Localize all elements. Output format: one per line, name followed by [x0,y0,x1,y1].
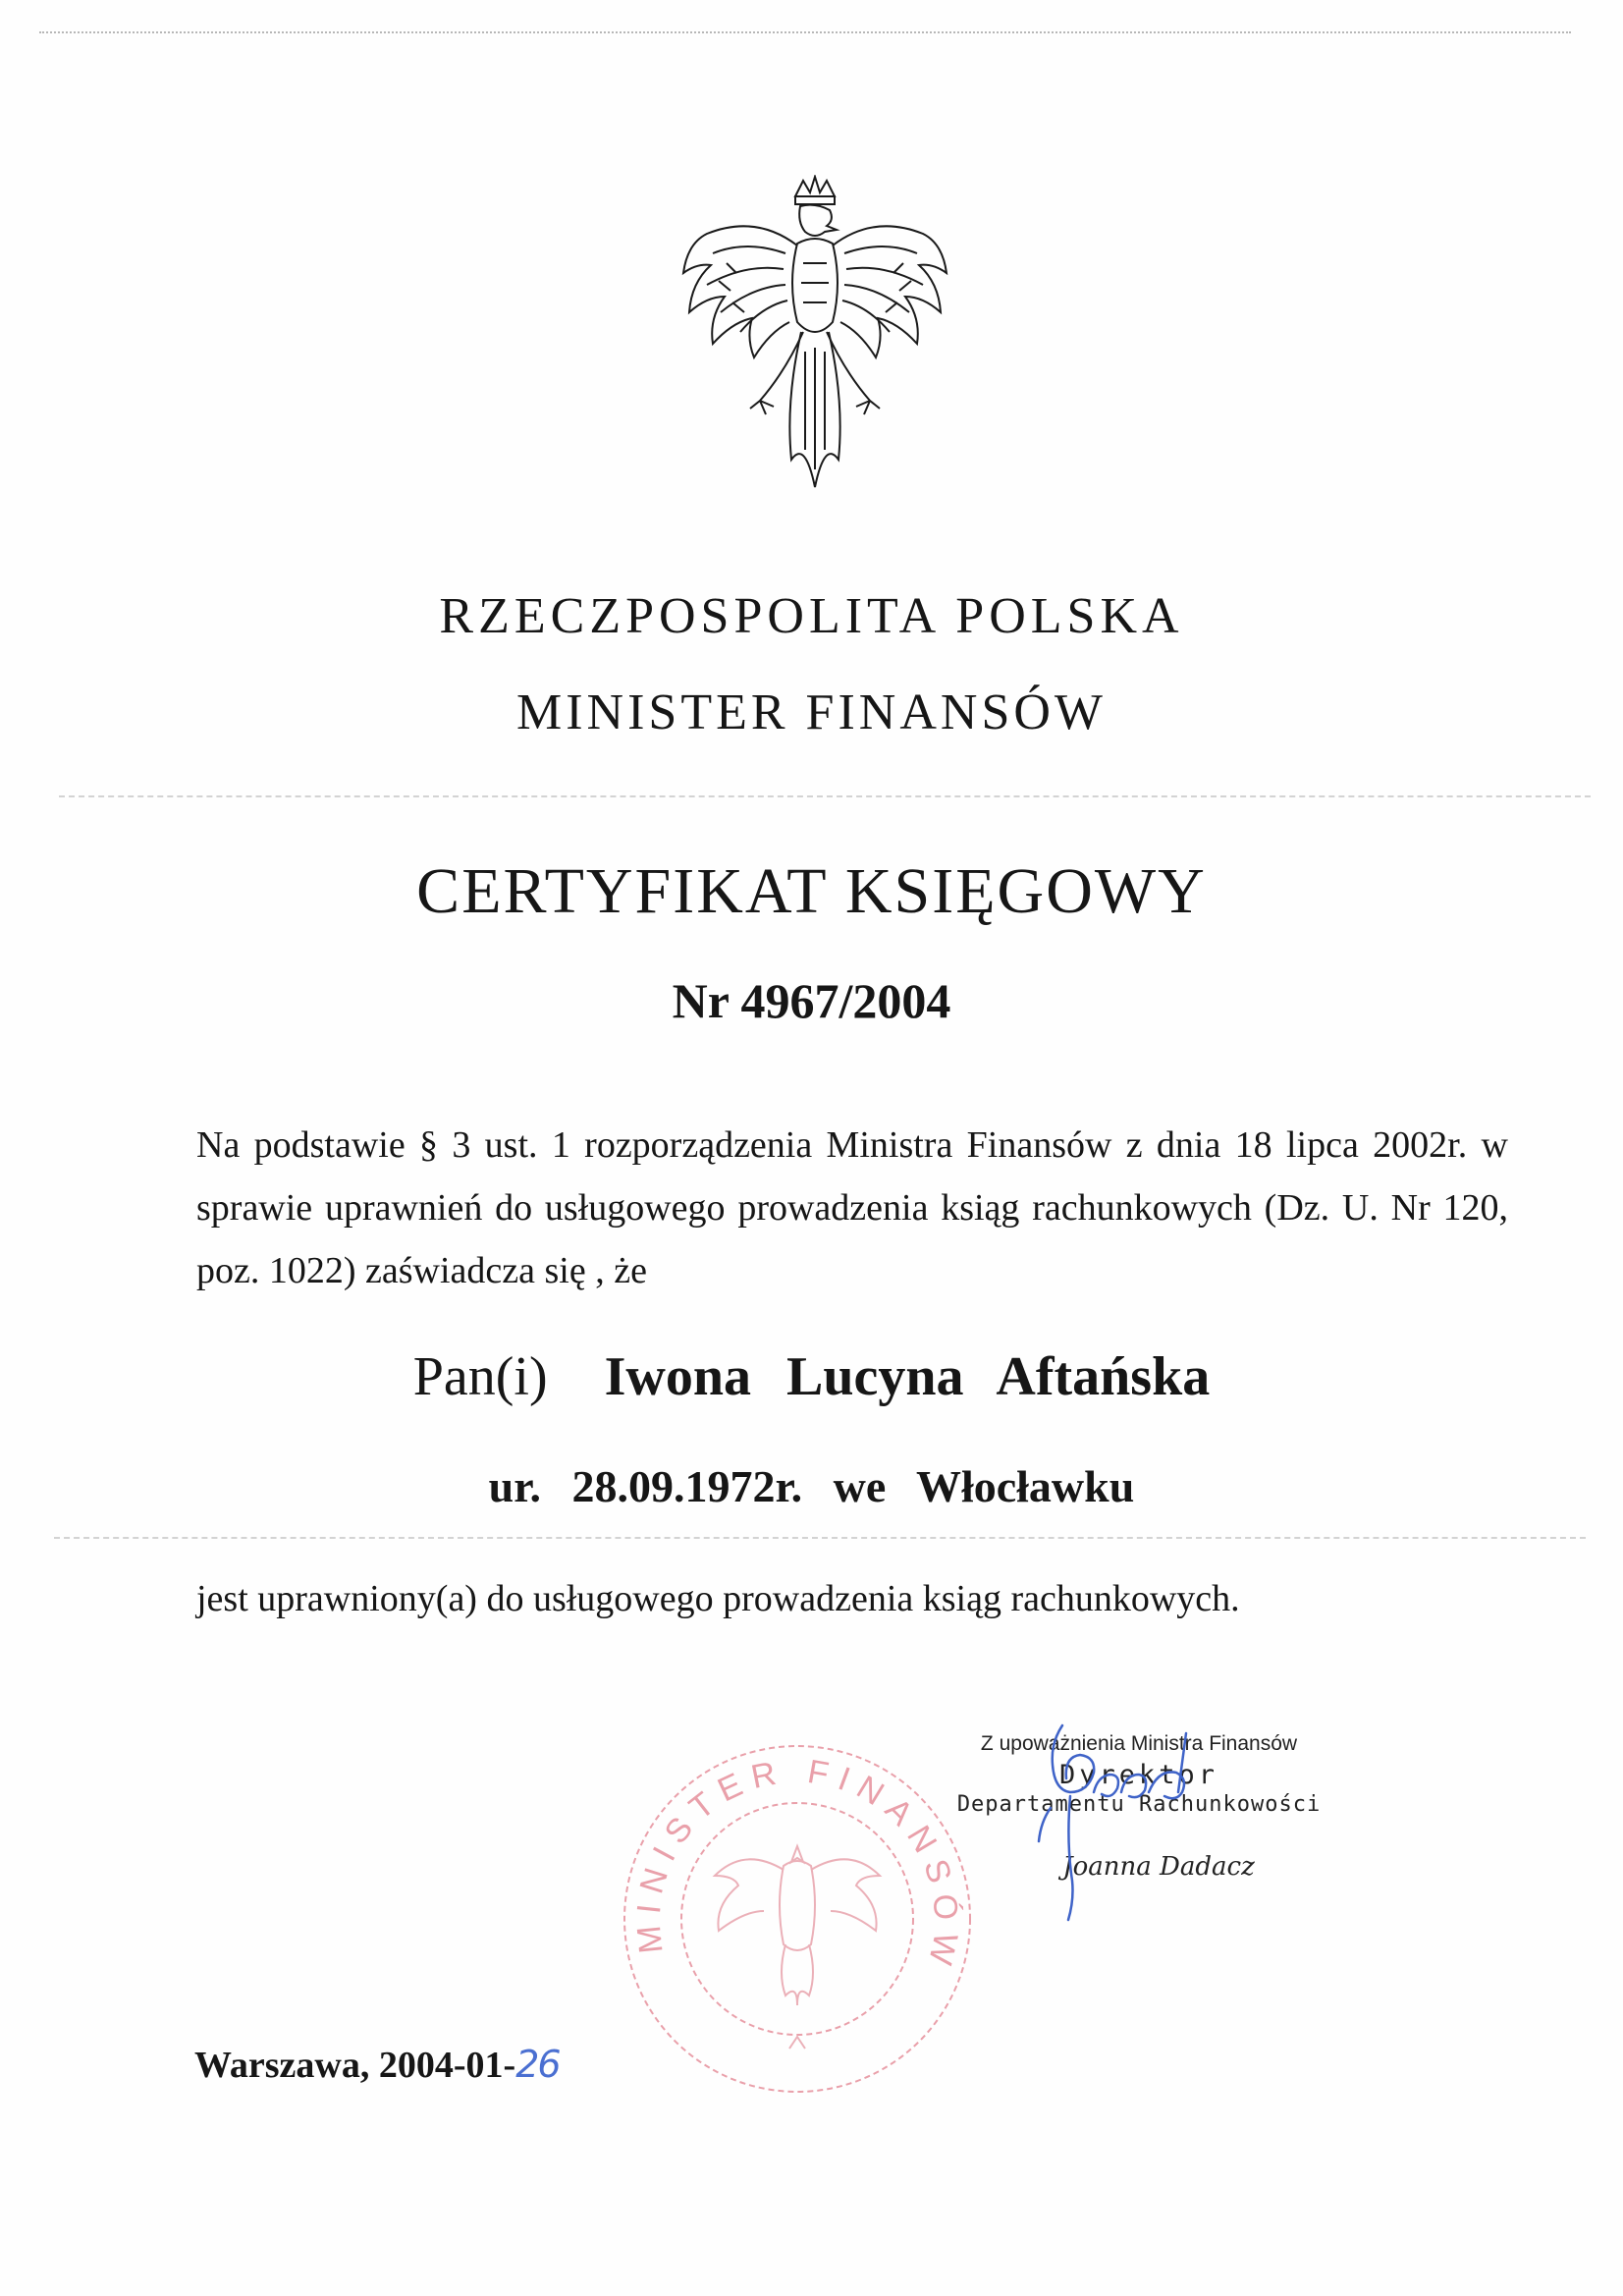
authorization-line: Z upoważnienia Ministra Finansów [980,1732,1298,1755]
signer-position: Dyrektor [1058,1760,1219,1790]
handwritten-day: 26 [515,2043,560,2086]
scan-border-line [39,31,1571,33]
birth-details: ur. 28.09.1972r. we Włocławku [488,1461,1135,1511]
authority-heading: MINISTER FINANSÓW [516,684,1107,740]
recipient-prefix: Pan(i) [412,1346,548,1407]
signer-name: Joanna Dadacz [1062,1852,1255,1882]
place-and-date [194,2043,560,2087]
certificate-number: Nr 4967/2004 [672,973,951,1028]
legal-basis-paragraph: Na podstawie § 3 ust. 1 rozporządzenia Ministra Finansów z dnia 18 lipca 2002r. w sprawie uprawnień do usługowego prowadzenia ksiąg rachunkowych (Dz. U. Nr 120, poz. 1022) zaświadcza się , że [196,1124,1508,1291]
entitlement-statement: jest uprawniony(a) do usługowego prowadzenia ksiąg rachunkowych. [196,1578,1240,1619]
round-official-stamp-icon [617,1738,978,2100]
scan-divider-line [59,795,1591,797]
signer-department: Departamentu Rachunkowości [956,1792,1322,1817]
polish-eagle-emblem-icon [668,175,962,489]
stamp-text: MINISTER FINANSÓW [628,1752,965,1978]
recipient-line [0,1345,1623,1408]
place-date-printed: Warszawa, 2004-01- [194,2045,516,2086]
recipient-name: Iwona Lucyna Aftańska [604,1346,1211,1407]
country-heading: RZECZPOSPOLITA POLSKA [439,588,1184,644]
scan-divider-line [54,1537,1586,1539]
certificate-title: CERTYFIKAT KSIĘGOWY [416,855,1207,927]
handwritten-signature-icon [1011,1714,1267,1940]
